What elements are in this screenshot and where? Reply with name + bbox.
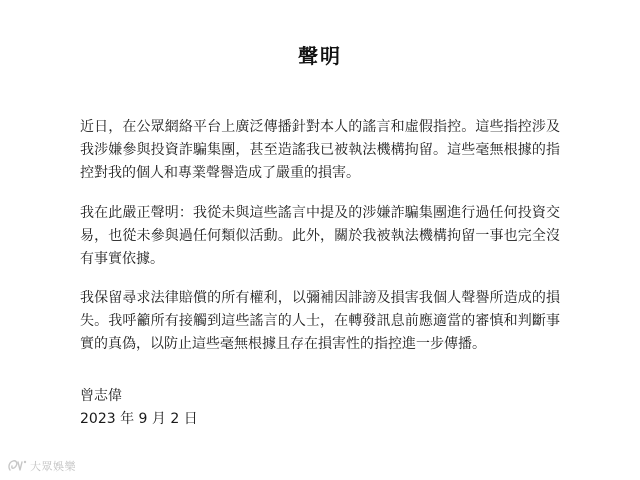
document-title: 聲明	[298, 44, 342, 68]
signature-date: 2023 年 9 月 2 日	[80, 411, 198, 427]
watermark	[7, 458, 76, 474]
signature-block	[80, 385, 198, 431]
paragraph-3: 我保留尋求法律賠償的所有權利，以彌補因誹謗及損害我個人聲譽所造成的損失。我呼籲所有接觸到這些謠言的人士，在轉發訊息前應適當的審慎和判斷事實的真偽，以防止這些毫無根據且存在損害性的指控進一步傳播。	[80, 290, 560, 352]
watermark-text: 大眾娛樂	[30, 460, 76, 473]
paragraph-1: 近日，在公眾網絡平台上廣泛傳播針對本人的謠言和虛假指控。這些指控涉及我涉嫌參與投資詐騙集團，甚至造謠我已被執法機構拘留。這些毫無根據的指控對我的個人和專業聲譽造成了嚴重的損害。	[80, 119, 560, 181]
paragraph-2: 我在此嚴正聲明：我從未與這些謠言中提及的涉嫌詐騙集團進行過任何投資交易，也從未參與過任何類似活動。此外，關於我被執法機構拘留一事也完全沒有事實依據。	[80, 205, 560, 267]
watermark-logo-icon	[7, 458, 27, 474]
signature-name: 曾志偉	[80, 388, 122, 404]
